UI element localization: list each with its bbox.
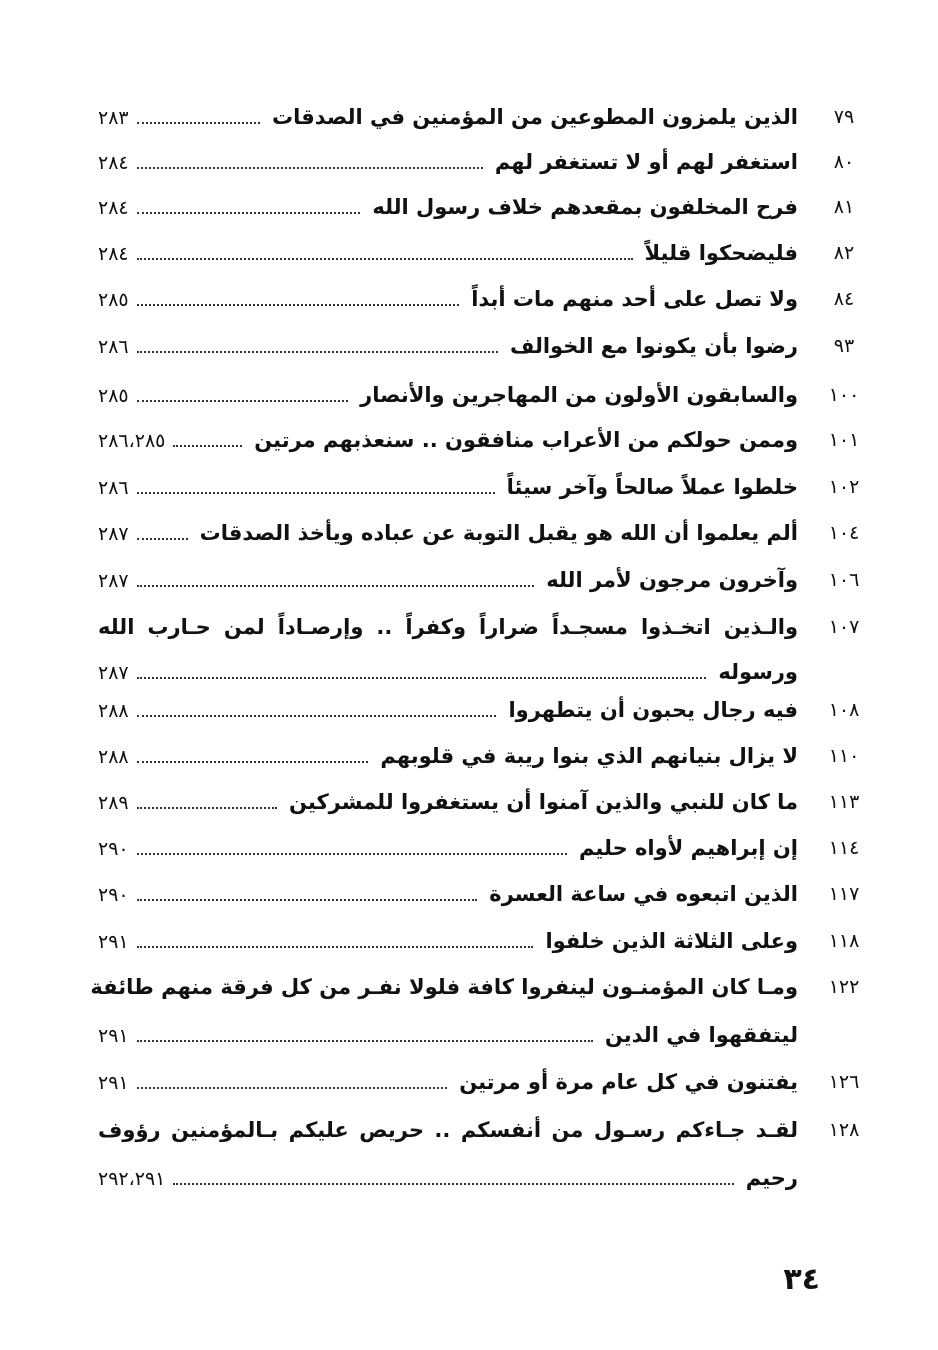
verse-text: إن إبراهيم لأواه حليم <box>578 836 798 860</box>
verse-text: وآخرون مرجون لأمر الله <box>546 568 798 592</box>
verse-text: الذين يلمزون المطوعين من المؤمنين في الصدقات <box>272 105 798 129</box>
dot-leader <box>137 584 535 587</box>
verse-number: ٨٤ <box>833 288 855 310</box>
verse-text-line1: لقـد جـاءكم رسـول من أنفسكم .. حريص عليكم بـالمؤمنين رؤوف <box>98 1118 798 1142</box>
page-reference: ٢٨٥ <box>98 385 129 407</box>
index-entry <box>98 928 860 954</box>
dot-leader <box>137 399 349 402</box>
page-reference: ٢٩٢،٢٩١ <box>98 1168 166 1190</box>
index-entry <box>98 520 860 546</box>
dot-leader <box>137 121 260 124</box>
index-entry <box>98 697 860 723</box>
dot-leader <box>137 676 707 679</box>
verse-number: ١٠٠ <box>828 384 860 406</box>
index-entry <box>98 881 860 907</box>
page-reference: ٢٨٦،٢٨٥ <box>98 430 166 452</box>
verse-number: ١٠٤ <box>828 522 860 544</box>
verse-number: ١١٠ <box>828 745 860 767</box>
verse-number: ١٠٢ <box>828 476 860 498</box>
page-reference: ٢٨٧ <box>98 662 129 684</box>
verse-number: ١٠٦ <box>828 569 860 591</box>
dot-leader <box>137 898 478 901</box>
verse-number: ١١٨ <box>828 930 860 952</box>
index-entry <box>98 835 860 861</box>
page-reference: ٢٨٦ <box>98 336 129 358</box>
page-reference: ٢٨٤ <box>98 243 129 265</box>
index-entry <box>98 104 855 130</box>
dot-leader <box>137 537 188 540</box>
verse-text: والسابقون الأولون من المهاجرين والأنصار <box>360 383 798 407</box>
index-entry <box>98 149 855 175</box>
verse-text: ولا تصل على أحد منهم مات أبداً <box>471 287 798 311</box>
index-entry <box>98 789 860 815</box>
verse-text: فيه رجال يحبون أن يتطهروا <box>508 698 798 722</box>
index-entry <box>98 194 855 220</box>
index-entry <box>98 240 855 266</box>
verse-number: ٩٣ <box>833 335 855 357</box>
page-reference: ٢٨٨ <box>98 700 129 722</box>
dot-leader <box>137 714 497 717</box>
index-entry <box>98 567 860 593</box>
verse-text: رضوا بأن يكونوا مع الخوالف <box>509 334 798 358</box>
verse-text: رحيم <box>745 1166 798 1190</box>
dot-leader <box>137 760 369 763</box>
page-reference: ٢٩١ <box>98 1025 129 1047</box>
dot-leader <box>173 1182 733 1185</box>
dot-leader <box>137 350 498 353</box>
index-entry <box>98 427 860 453</box>
index-entry <box>98 333 855 359</box>
page-number: ٣٤ <box>783 1262 820 1297</box>
verse-number: ١١٤ <box>828 837 860 859</box>
dot-leader <box>137 491 495 494</box>
verse-text: وممن حولكم من الأعراب منافقون .. سنعذبهم مرتين <box>254 428 798 452</box>
verse-text: لا يزال بنيانهم الذي بنوا ريبة في قلوبهم <box>380 744 798 768</box>
index-entry <box>98 614 860 685</box>
page-reference: ٢٨٥ <box>98 289 129 311</box>
verse-text: ألم يعلموا أن الله هو يقبل التوبة عن عباده ويأخذ الصدقات <box>199 521 798 545</box>
verse-number: ١٢٨ <box>828 1119 860 1141</box>
verse-text: ليتفقهوا في الدين <box>604 1023 798 1047</box>
verse-text: استغفر لهم أو لا تستغفر لهم <box>494 150 798 174</box>
verse-number: ١١٧ <box>828 883 860 905</box>
verse-number: ٨٠ <box>833 151 855 173</box>
verse-text: الذين اتبعوه في ساعة العسرة <box>489 882 798 906</box>
page-reference: ٢٩٠ <box>98 838 129 860</box>
dot-leader <box>137 852 567 855</box>
verse-text: ورسوله <box>718 660 798 684</box>
verse-number: ١٠٧ <box>828 616 860 638</box>
page-reference: ٢٩١ <box>98 931 129 953</box>
verse-number: ٨١ <box>833 196 855 218</box>
dot-leader <box>137 257 633 260</box>
index-entry <box>98 474 860 500</box>
page-reference: ٢٨٦ <box>98 477 129 499</box>
verse-text-line1: والـذين اتخـذوا مسجـداً ضراراً وكفراً .. وإرصـاداً لمن حـارب الله <box>98 615 798 639</box>
verse-number: ١١٣ <box>828 791 860 813</box>
dot-leader <box>173 444 242 447</box>
index-entry <box>98 286 855 312</box>
verse-number: ١٠١ <box>828 429 860 451</box>
dot-leader <box>137 945 534 948</box>
page-reference: ٢٨٧ <box>98 523 129 545</box>
verse-number: ١٠٨ <box>828 699 860 721</box>
dot-leader <box>137 1039 593 1042</box>
verse-text-line1: ومـا كان المؤمنـون لينفروا كافة فلولا نفـر من كل فرقة منهم طائفة <box>90 975 798 999</box>
verse-text: فرح المخلفون بمقعدهم خلاف رسول الله <box>372 195 798 219</box>
page-reference: ٢٨٨ <box>98 746 129 768</box>
index-entry <box>98 1117 860 1191</box>
page-reference: ٢٩٠ <box>98 884 129 906</box>
page-reference: ٢٨٤ <box>98 197 129 219</box>
page-reference: ٢٨٤ <box>98 152 129 174</box>
dot-leader <box>137 166 483 169</box>
dot-leader <box>137 211 361 214</box>
verse-text: فليضحكوا قليلاً <box>644 241 798 265</box>
dot-leader <box>137 806 277 809</box>
verse-text: وعلى الثلاثة الذين خلفوا <box>545 929 798 953</box>
dot-leader <box>137 1086 448 1089</box>
verse-number: ٧٩ <box>833 106 855 128</box>
index-entry <box>98 743 860 769</box>
index-entry <box>98 1069 860 1095</box>
page-reference: ٢٨٧ <box>98 570 129 592</box>
verse-number: ١٢٦ <box>828 1071 860 1093</box>
verse-text: يفتنون في كل عام مرة أو مرتين <box>459 1070 798 1094</box>
verse-number: ٨٢ <box>833 242 855 264</box>
dot-leader <box>137 303 460 306</box>
page-reference: ٢٨٩ <box>98 792 129 814</box>
index-entry <box>98 382 860 408</box>
page-reference: ٢٨٣ <box>98 107 129 129</box>
verse-text: خلطوا عملاً صالحاً وآخر سيئاً <box>506 475 798 499</box>
index-entry <box>90 974 860 1048</box>
page-reference: ٢٩١ <box>98 1072 129 1094</box>
verse-text: ما كان للنبي والذين آمنوا أن يستغفروا للمشركين <box>288 790 798 814</box>
verse-number: ١٢٢ <box>828 976 860 998</box>
